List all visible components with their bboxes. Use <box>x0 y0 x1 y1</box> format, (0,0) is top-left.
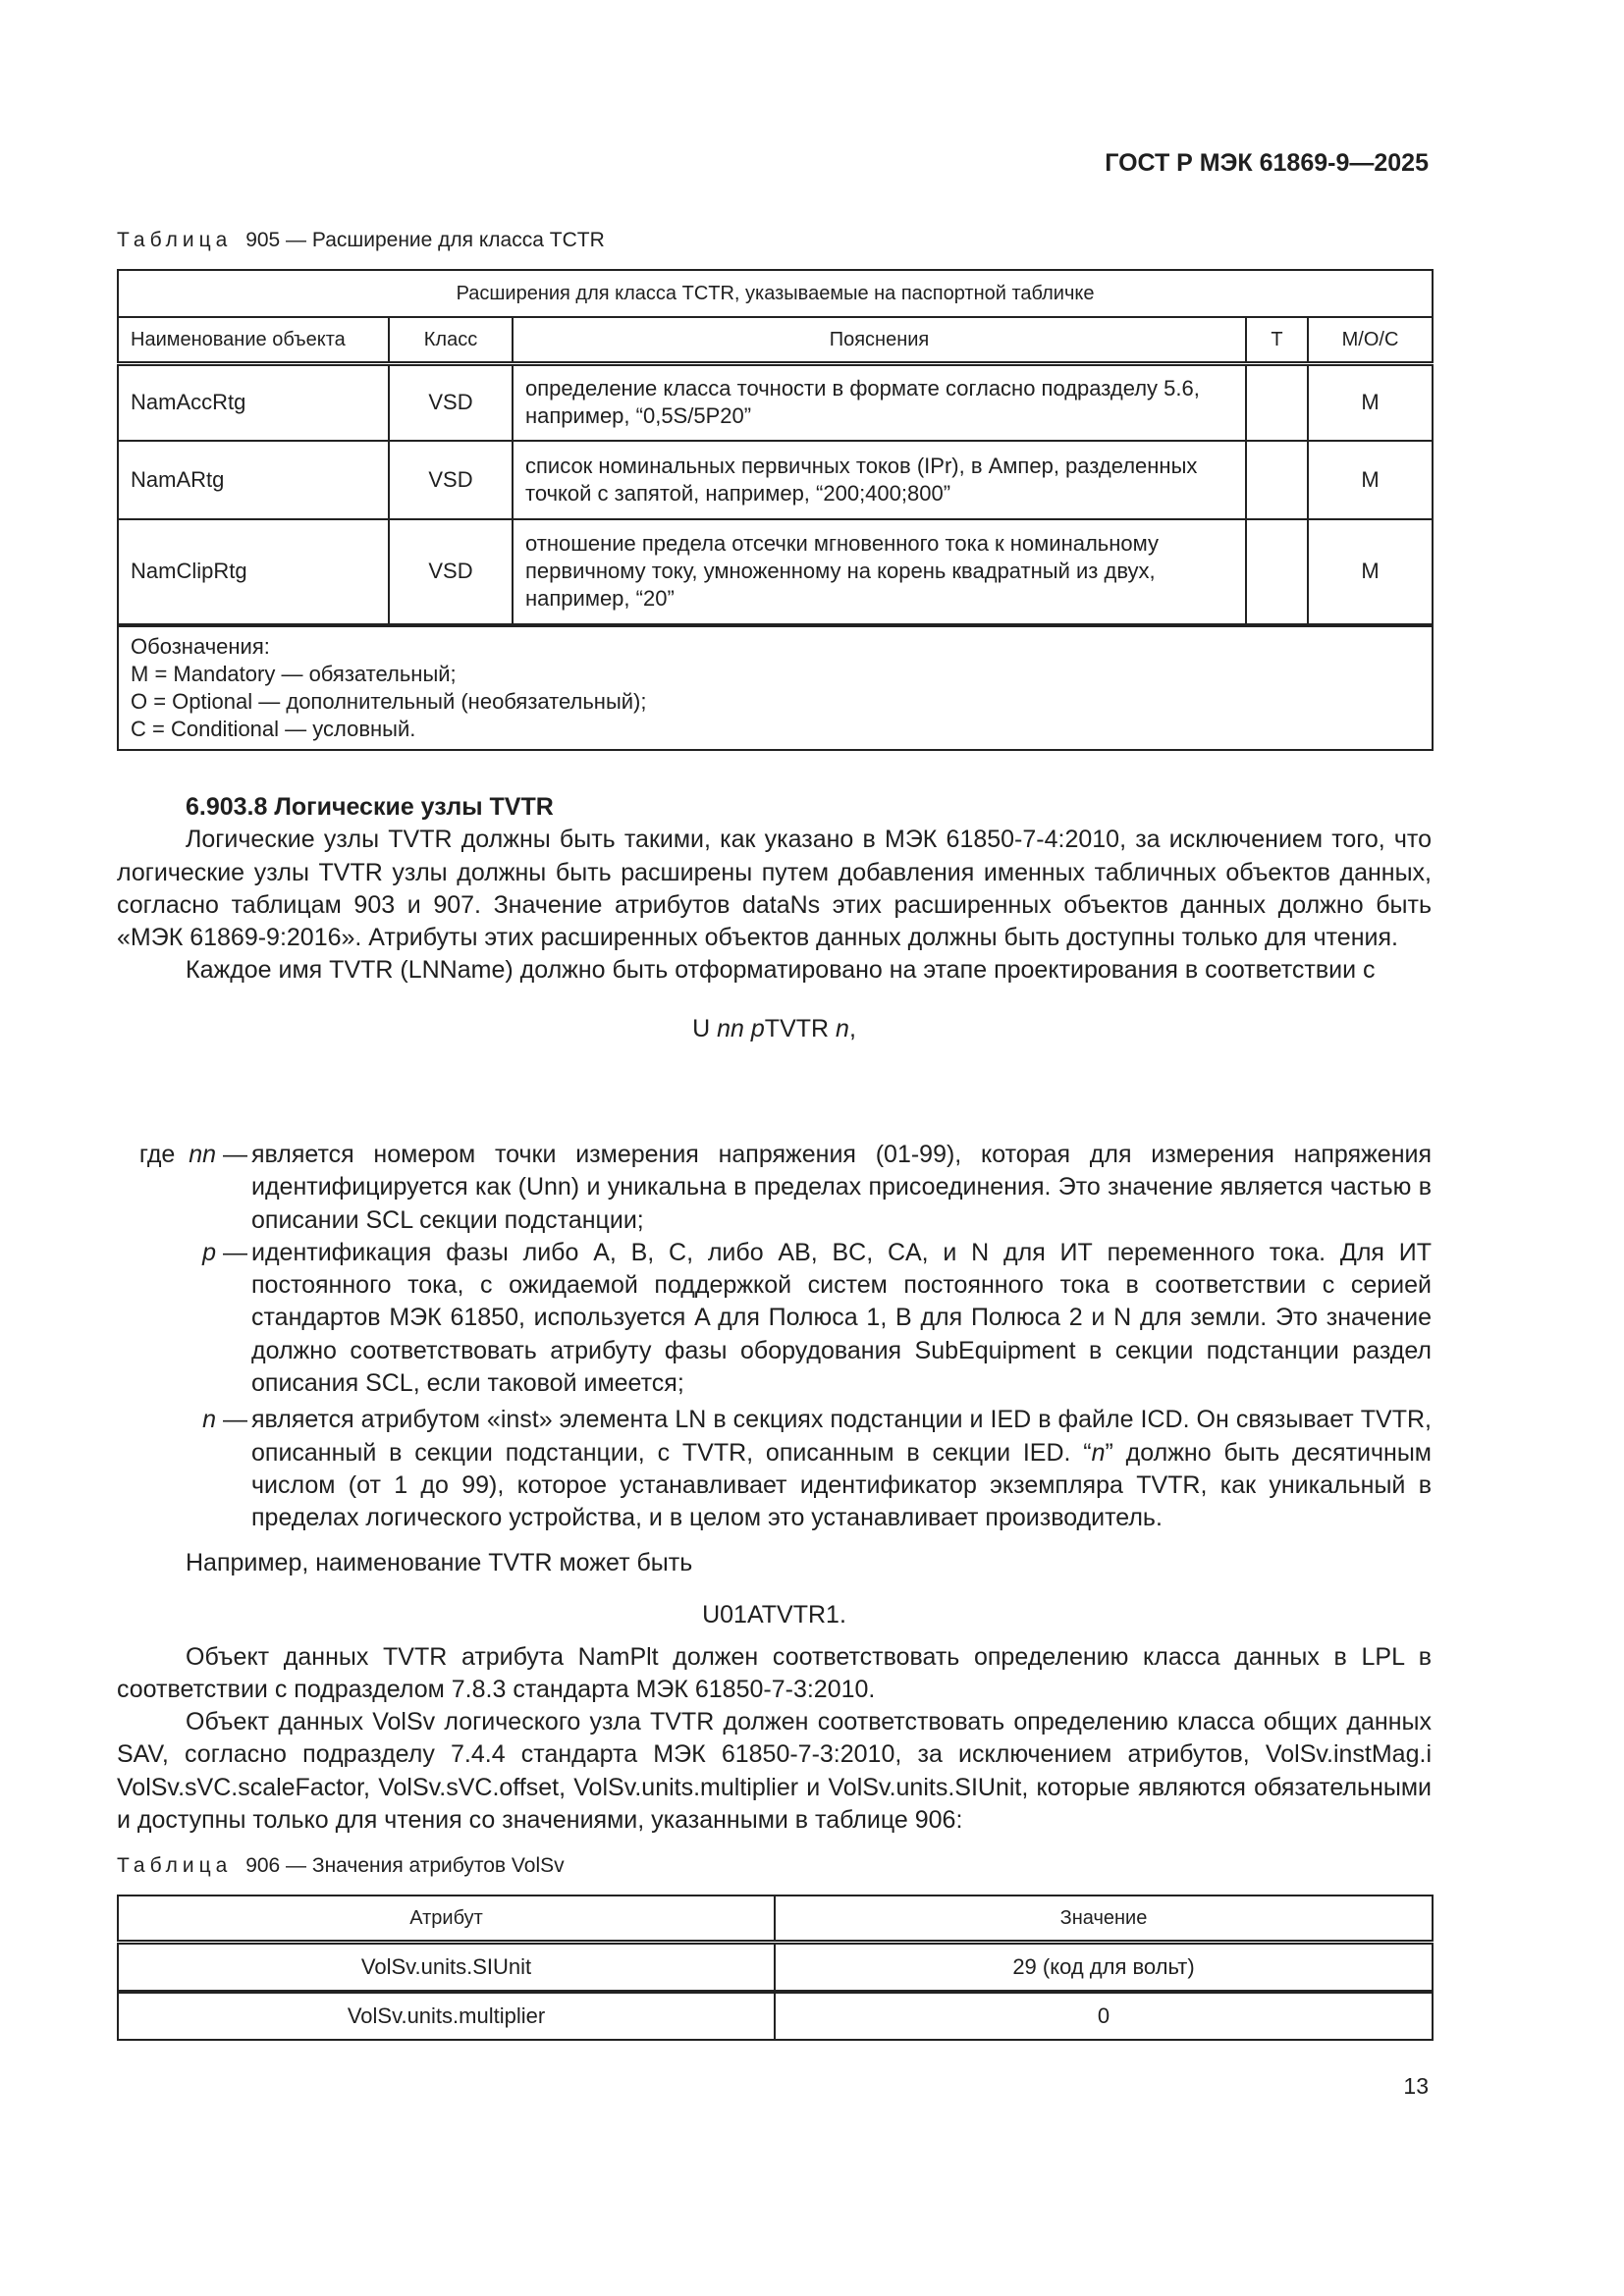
definition-list <box>117 1139 1432 1535</box>
cell-name: NamAccRtg <box>118 364 389 441</box>
column-header-description: Пояснения <box>513 317 1246 364</box>
cell-name: NamARtg <box>118 441 389 519</box>
cell-description: определение класса точности в формате согласно подразделу 5.6, например, “0,5S/5P20” <box>513 364 1246 441</box>
cell-moc: M <box>1308 519 1433 625</box>
cell-t <box>1246 519 1308 625</box>
legend-title: Обозначения: <box>131 633 270 659</box>
table-906 <box>117 1895 1434 2041</box>
table-row <box>118 441 1433 519</box>
definition-text: является атрибутом «inst» элемента LN в секциях подстанции и IED в файле ICD. Он связывает TVTR, описанный в секции подстанции, с TVTR, описанным в секции IED. “n” должно быть десятичным числом (от 1 до 99), которое устанавливает идентификатор экземпляра TVTR, как уникальный в пределах логического устройства, и в целом это устанавливает производитель. <box>251 1406 1432 1532</box>
table-906-caption <box>117 1854 565 1878</box>
cell-value: 0 <box>775 1992 1433 2040</box>
definition-text: идентификация фазы либо A, B, C, либо AB, BC, CA, и N для ИТ переменного тока. Для ИТ постоянного тока, с ожидаемой поддержкой систем постоянного тока в соответствии с серией стандартов МЭК 61850, используется A для Полюса 1, B для Полюса 2 и N для земли. Это значение должно соответствовать атрибуту фазы оборудования SubEquipment в секции подстанции раздел описания SCL, если таковой имеется; <box>251 1238 1432 1398</box>
cell-class: VSD <box>389 441 513 519</box>
paragraph: Объект данных VolSv логического узла TVTR должен соответствовать определению класса общих данных SAV, согласно подразделу 7.4.4 стандарта МЭК 61850-7-3:2010, за исключением атрибутов, VolSv.instMag.i VolSv.sVC.scaleFactor, VolSv.sVC.offset, VolSv.units.multiplier и VolSv.units.SIUnit, которые являются обязательными и доступны только для чтения со значениями, указанными в таблице 906: <box>117 1708 1432 1835</box>
cell-description: список номинальных первичных токов (IPr), в Ампер, разделенных точкой с запятой, например, “200;400;800” <box>513 441 1246 519</box>
paragraph: Каждое имя TVTR (LNName) должно быть отформатировано на этапе проектирования в соответствии с <box>186 956 1376 985</box>
cell-moc: M <box>1308 441 1433 519</box>
caption-text: 906 — Значения атрибутов VolSv <box>245 1854 565 1877</box>
table-905-caption <box>117 229 605 252</box>
definition-item <box>117 1404 1432 1534</box>
section-heading: 6.903.8 Логические узлы TVTR <box>186 793 554 821</box>
paragraph: Объект данных TVTR атрибута NamPlt должен соответствовать определению класса данных в LPL в соответствии с подразделом 7.8.3 стандарта МЭК 61850-7-3:2010. <box>117 1642 1432 1703</box>
table-row <box>118 1992 1433 2040</box>
definition-text: является номером точки измерения напряжения (01-99), которая для измерения напряжения идентифицируется как (Unn) и уникальна в пределах присоединения. Это значение является частью в описании SCL секции подстанции; <box>251 1141 1432 1234</box>
cell-t <box>1246 441 1308 519</box>
table-905 <box>117 269 1434 751</box>
cell-attribute: VolSv.units.SIUnit <box>118 1943 775 1993</box>
definition-item <box>117 1237 1432 1400</box>
legend-item-optional: O = Optional — дополнительный (необязательный); <box>131 688 647 714</box>
cell-moc: M <box>1308 364 1433 441</box>
cell-name: NamClipRtg <box>118 519 389 625</box>
example-intro: Например, наименование TVTR может быть <box>186 1549 693 1576</box>
column-header-attribute: Атрибут <box>118 1896 775 1943</box>
legend-item-mandatory: M = Mandatory — обязательный; <box>131 661 457 686</box>
table-legend <box>118 625 1433 750</box>
column-header-name: Наименование объекта <box>118 317 389 364</box>
page-number: 13 <box>1403 2073 1429 2099</box>
cell-class: VSD <box>389 364 513 441</box>
table-row <box>118 364 1433 441</box>
column-header-t: T <box>1246 317 1308 364</box>
cell-description: отношение предела отсечки мгновенного тока к номинальному первичному току, умноженному на корень квадратный из двух, например, “20” <box>513 519 1246 625</box>
column-header-class: Класс <box>389 317 513 364</box>
column-header-value: Значение <box>775 1896 1433 1943</box>
definition-item <box>117 1139 1432 1237</box>
example-value: U01ATVTR1. <box>702 1601 846 1629</box>
cell-class: VSD <box>389 519 513 625</box>
column-header-moc: M/O/C <box>1308 317 1433 364</box>
formula: U nn pTVTR n, <box>692 1014 856 1042</box>
table-row <box>118 1943 1433 1993</box>
document-id-header: ГОСТ Р МЭК 61869-9—2025 <box>1105 149 1429 177</box>
section-body-continued <box>117 1547 1432 1837</box>
definition-term: n — <box>202 1406 247 1434</box>
definition-term: где nn — <box>138 1141 247 1168</box>
cell-t <box>1246 364 1308 441</box>
legend-item-conditional: C = Conditional — условный. <box>131 716 416 741</box>
section-body <box>117 791 1432 1045</box>
cell-value: 29 (код для вольт) <box>775 1943 1433 1993</box>
caption-text: 905 — Расширение для класса TCTR <box>245 229 605 251</box>
paragraph: Логические узлы TVTR должны быть такими, как указано в МЭК 61850-7-4:2010, за исключением того, что логические узлы TVTR узлы должны быть расширены путем добавления именных табличных объектов данных, согласно таблицам 903 и 907. Значение атрибутов dataNs этих расширенных объектов данных должно быть «МЭК 61869-9:2016». Атрибуты этих расширенных объектов данных должны быть доступны только для чтения. <box>117 826 1432 952</box>
table-span-header: Расширения для класса TCTR, указываемые на паспортной табличке <box>118 270 1433 317</box>
cell-attribute: VolSv.units.multiplier <box>118 1992 775 2040</box>
definition-term: p — <box>202 1238 247 1266</box>
caption-label: Таблица <box>117 229 233 251</box>
table-row <box>118 519 1433 625</box>
caption-label: Таблица <box>117 1854 233 1877</box>
